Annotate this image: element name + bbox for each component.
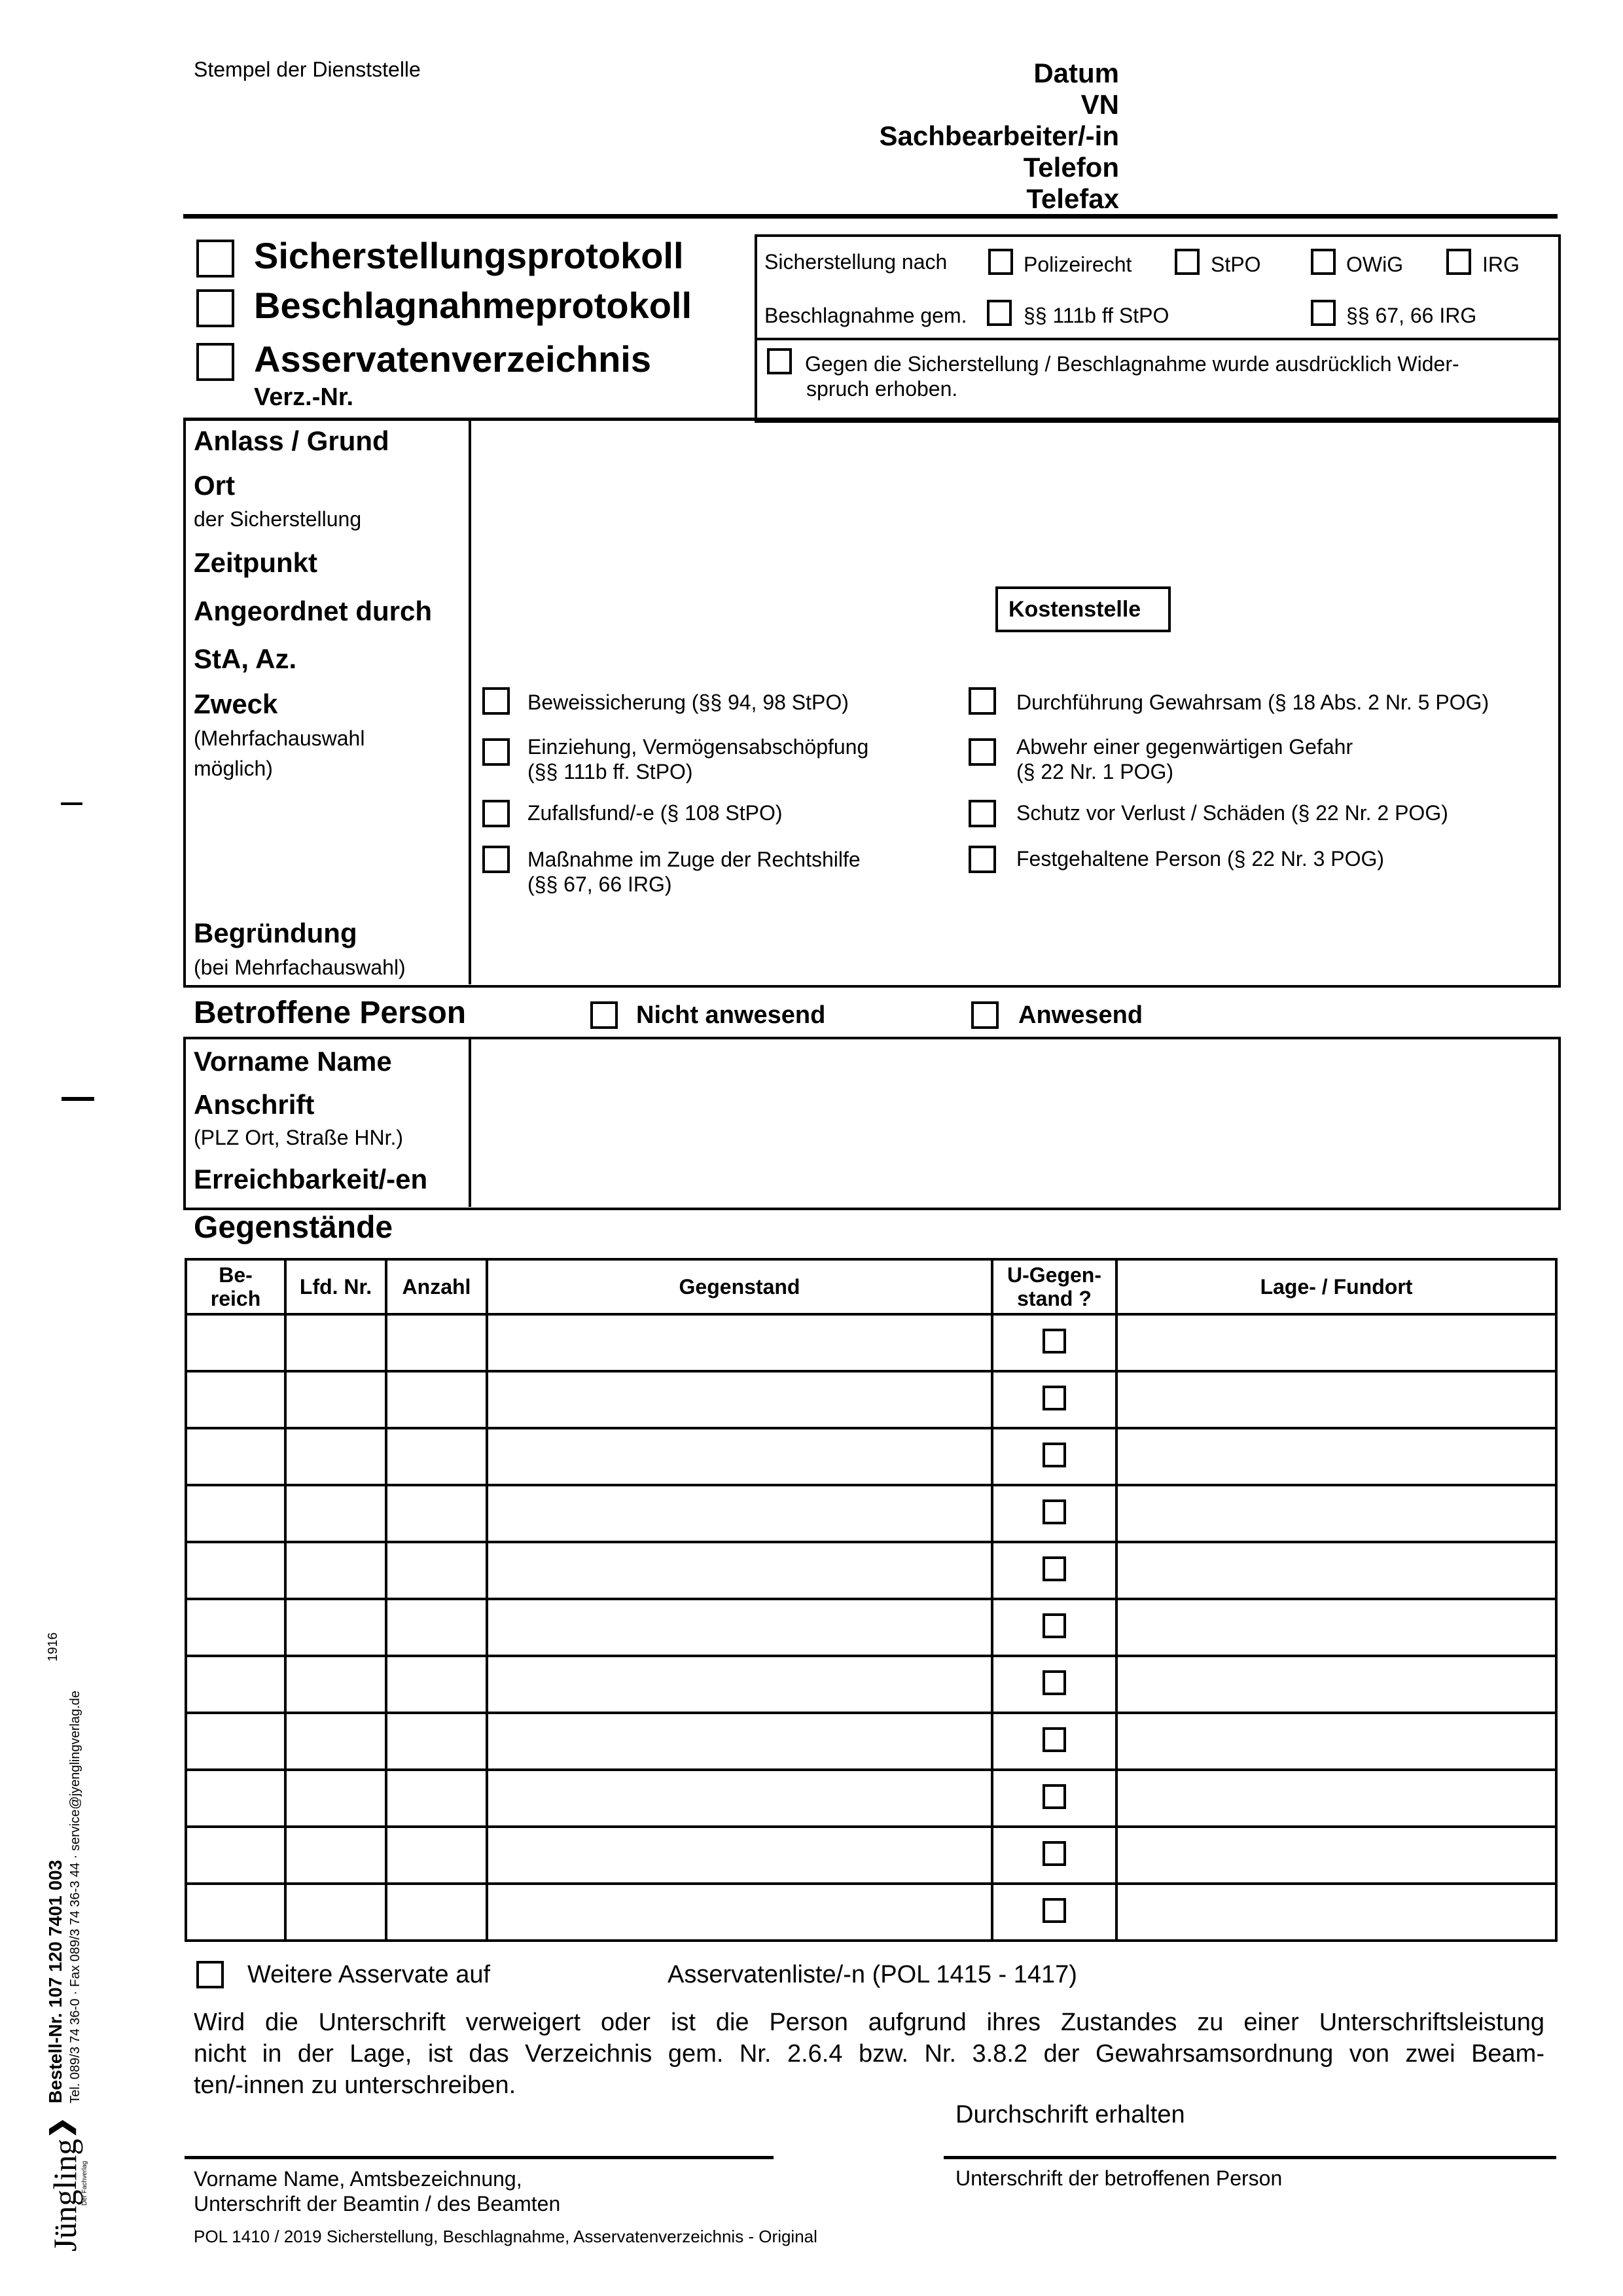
form-id-footer: POL 1410 / 2019 Sicherstellung, Beschlagnahme, Asservatenverzeichnis - Original <box>194 2227 817 2246</box>
checkbox-widerspruch[interactable] <box>767 348 792 374</box>
punch-mark <box>62 1097 94 1101</box>
items-table <box>185 1258 1558 1942</box>
sicherstellung-nach-label: Sicherstellung nach <box>764 250 948 274</box>
label-zweck-sub1: (Mehrfachauswahl <box>194 726 365 750</box>
cell-lfd[interactable] <box>285 1371 386 1428</box>
cell-u-gegenstand[interactable] <box>992 1827 1116 1884</box>
cell-lfd[interactable] <box>285 1656 386 1713</box>
cell-u-gegenstand[interactable] <box>992 1599 1116 1656</box>
person-signature-line[interactable] <box>944 2156 1556 2159</box>
option-owig: OWiG <box>1346 253 1404 276</box>
label-anschrift: Anschrift <box>194 1089 315 1120</box>
publisher-order-no: Bestell-Nr. 107 120 7401 003 <box>45 1859 65 2104</box>
cell-bereich[interactable] <box>186 1827 285 1884</box>
cell-lfd[interactable] <box>285 1314 386 1371</box>
option-irg: IRG <box>1482 253 1520 276</box>
verz-nr-label: Verz.-Nr. <box>254 384 354 411</box>
zweck-einziehung <box>527 734 868 784</box>
zweck-einziehung-line2: (§§ 111b ff. StPO) <box>527 760 693 783</box>
cell-gegenstand[interactable] <box>487 1770 992 1827</box>
label-anschrift-sub: (PLZ Ort, Straße HNr.) <box>194 1126 404 1149</box>
form-type-beschlagnahmeprotokoll: Beschlagnahmeprotokoll <box>254 285 692 326</box>
checkbox-u-gegenstand[interactable] <box>1043 1613 1066 1638</box>
publisher-code: 1916 <box>46 1632 60 1662</box>
cell-lage[interactable] <box>1116 1599 1556 1656</box>
person-column-divider <box>469 1038 471 1207</box>
label-begruendung-sub: (bei Mehrfachauswahl) <box>194 956 406 979</box>
label-durchschrift: Durchschrift erhalten <box>955 2101 1185 2128</box>
item-row <box>186 1542 1556 1599</box>
cell-lfd[interactable] <box>285 1542 386 1599</box>
checkbox-schutz-verlust[interactable] <box>969 800 996 827</box>
label-zeitpunkt: Zeitpunkt <box>194 547 317 578</box>
checkbox-einziehung[interactable] <box>482 738 510 766</box>
zweck-gefahrenabwehr-line2: (§ 22 Nr. 1 POG) <box>1016 760 1174 783</box>
checkbox-nicht-anwesend[interactable] <box>590 1001 618 1029</box>
checkbox-u-gegenstand[interactable] <box>1043 1443 1066 1467</box>
checkbox-u-gegenstand[interactable] <box>1043 1556 1066 1581</box>
checkbox-polizeirecht[interactable] <box>988 249 1013 275</box>
checkbox-beweissicherung[interactable] <box>482 687 510 715</box>
cell-u-gegenstand[interactable] <box>992 1314 1116 1371</box>
checkbox-festgehaltene-person[interactable] <box>969 846 996 873</box>
cell-bereich[interactable] <box>186 1713 285 1770</box>
cell-u-gegenstand[interactable] <box>992 1656 1116 1713</box>
cell-bereich[interactable] <box>186 1485 285 1542</box>
cell-u-gegenstand[interactable] <box>992 1884 1116 1941</box>
cell-bereich[interactable] <box>186 1656 285 1713</box>
cell-anzahl[interactable] <box>386 1713 487 1770</box>
item-row <box>186 1428 1556 1485</box>
cell-anzahl[interactable] <box>386 1656 487 1713</box>
checkbox-gewahrsam[interactable] <box>969 687 996 715</box>
cell-gegenstand[interactable] <box>487 1656 992 1713</box>
item-row <box>186 1713 1556 1770</box>
col-u-l1: U-Gegen- <box>1007 1263 1101 1287</box>
cell-u-gegenstand[interactable] <box>992 1428 1116 1485</box>
col-u-l2: stand ? <box>1017 1287 1092 1310</box>
cell-anzahl[interactable] <box>386 1542 487 1599</box>
cell-anzahl[interactable] <box>386 1428 487 1485</box>
cell-bereich[interactable] <box>186 1884 285 1941</box>
checkbox-beschlagnahmeprotokoll[interactable] <box>196 289 234 327</box>
cell-u-gegenstand[interactable] <box>992 1770 1116 1827</box>
cell-lage[interactable] <box>1116 1428 1556 1485</box>
zweck-rechtshilfe <box>527 847 861 897</box>
cell-anzahl[interactable] <box>386 1371 487 1428</box>
label-weitere-asservate: Weitere Asservate auf <box>247 1961 491 1988</box>
signature-notice <box>194 2007 1544 2101</box>
cell-u-gegenstand[interactable] <box>992 1485 1116 1542</box>
items-body <box>186 1314 1556 1941</box>
cell-lfd[interactable] <box>285 1884 386 1941</box>
cell-lage[interactable] <box>1116 1770 1556 1827</box>
cell-gegenstand[interactable] <box>487 1485 992 1542</box>
col-lage-fundort: Lage- / Fundort <box>1116 1259 1556 1314</box>
cell-gegenstand[interactable] <box>487 1599 992 1656</box>
item-row <box>186 1485 1556 1542</box>
cell-lfd[interactable] <box>285 1599 386 1656</box>
cell-gegenstand[interactable] <box>487 1713 992 1770</box>
label-vorname-name: Vorname Name <box>194 1046 392 1077</box>
cell-anzahl[interactable] <box>386 1485 487 1542</box>
checkbox-stpo[interactable] <box>1175 249 1200 275</box>
cell-bereich[interactable] <box>186 1542 285 1599</box>
cell-lfd[interactable] <box>285 1770 386 1827</box>
header-label-sachbearbeiter: Sachbearbeiter/-in <box>879 120 1119 151</box>
person-signature-caption: Unterschrift der betroffenen Person <box>955 2166 1283 2190</box>
cell-lage[interactable] <box>1116 1314 1556 1371</box>
item-row <box>186 1314 1556 1371</box>
notice-line2: nicht in der Lage, ist das Verzeichnis gem. Nr. 2.6.4 bzw. Nr. 3.8.2 der Gewahrsamsordnung von zwei Beam- <box>194 2040 1544 2068</box>
checkbox-u-gegenstand[interactable] <box>1043 1329 1066 1354</box>
label-erreichbarkeit: Erreichbarkeit/-en <box>194 1164 428 1194</box>
checkbox-u-gegenstand[interactable] <box>1043 1898 1066 1923</box>
cell-lfd[interactable] <box>285 1827 386 1884</box>
label-nicht-anwesend: Nicht anwesend <box>636 1001 826 1029</box>
person-heading: Betroffene Person <box>194 996 467 1030</box>
checkbox-anwesend[interactable] <box>971 1001 999 1029</box>
label-sta-az: StA, Az. <box>194 643 297 674</box>
checkbox-gefahrenabwehr[interactable] <box>969 738 996 766</box>
details-column-divider <box>469 419 471 984</box>
label-zweck-sub2: möglich) <box>194 757 273 780</box>
officer-caption-l2: Unterschrift der Beamtin / des Beamten <box>194 2192 561 2215</box>
details-top-rule <box>183 418 1558 421</box>
cell-u-gegenstand[interactable] <box>992 1542 1116 1599</box>
item-row <box>186 1599 1556 1656</box>
publisher-logo: Jüngling <box>46 2138 83 2251</box>
label-anlass: Anlass / Grund <box>194 425 389 456</box>
col-lfd-nr: Lfd. Nr. <box>285 1259 386 1314</box>
cell-lage[interactable] <box>1116 1713 1556 1770</box>
header-label-telefax: Telefax <box>1026 183 1119 214</box>
option-stpo: StPO <box>1211 253 1261 276</box>
cell-gegenstand[interactable] <box>487 1827 992 1884</box>
checkbox-67-66-irg[interactable] <box>1311 300 1336 326</box>
cell-anzahl[interactable] <box>386 1770 487 1827</box>
option-67-66-irg: §§ 67, 66 IRG <box>1346 304 1477 327</box>
beschlagnahme-gem-label: Beschlagnahme gem. <box>764 304 967 327</box>
item-row <box>186 1770 1556 1827</box>
option-111b-stpo: §§ 111b ff StPO <box>1024 304 1169 327</box>
col-bereich-l1: Be- <box>219 1263 253 1287</box>
items-header-row <box>186 1259 1556 1314</box>
header-info-block <box>785 58 1119 215</box>
cell-gegenstand[interactable] <box>487 1371 992 1428</box>
label-ort: Ort <box>194 470 235 501</box>
header-label-vn: VN <box>1080 89 1119 120</box>
cell-bereich[interactable] <box>186 1428 285 1485</box>
cell-anzahl[interactable] <box>386 1599 487 1656</box>
header-label-datum: Datum <box>1033 58 1119 88</box>
checkbox-u-gegenstand[interactable] <box>1043 1386 1066 1410</box>
cell-gegenstand[interactable] <box>487 1884 992 1941</box>
checkbox-u-gegenstand[interactable] <box>1043 1727 1066 1752</box>
checkbox-u-gegenstand[interactable] <box>1043 1784 1066 1809</box>
form-type-asservatenverzeichnis: Asservatenverzeichnis <box>254 338 652 380</box>
widerspruch-text-line2: spruch erhoben. <box>806 377 958 401</box>
header-label-telefon: Telefon <box>1023 152 1119 183</box>
label-zweck: Zweck <box>194 689 278 719</box>
publisher-sidebar <box>45 1632 88 2251</box>
checkbox-u-gegenstand[interactable] <box>1043 1841 1066 1866</box>
zweck-gewahrsam: Durchführung Gewahrsam (§ 18 Abs. 2 Nr. 5 POG) <box>1016 691 1489 714</box>
cell-lage[interactable] <box>1116 1827 1556 1884</box>
cell-bereich[interactable] <box>186 1371 285 1428</box>
cell-lfd[interactable] <box>285 1428 386 1485</box>
cell-lage[interactable] <box>1116 1884 1556 1941</box>
item-row <box>186 1656 1556 1713</box>
checkbox-irg[interactable] <box>1446 249 1471 275</box>
person-input-area[interactable] <box>474 1041 1554 1204</box>
label-begruendung: Begründung <box>194 918 357 948</box>
widerspruch-text-line1: Gegen die Sicherstellung / Beschlagnahme wurde ausdrücklich Wider- <box>805 352 1459 376</box>
zweck-gefahrenabwehr <box>1016 734 1353 784</box>
checkbox-zufallsfund[interactable] <box>482 800 510 827</box>
cell-gegenstand[interactable] <box>487 1542 992 1599</box>
cell-lage[interactable] <box>1116 1485 1556 1542</box>
checkbox-u-gegenstand[interactable] <box>1043 1499 1066 1524</box>
cell-gegenstand[interactable] <box>487 1314 992 1371</box>
cell-lage[interactable] <box>1116 1542 1556 1599</box>
officer-signature-caption <box>194 2166 560 2216</box>
col-bereich-l2: reich <box>210 1287 261 1310</box>
item-row <box>186 1884 1556 1941</box>
officer-signature-line[interactable] <box>185 2156 774 2159</box>
label-angeordnet: Angeordnet durch <box>194 596 432 626</box>
option-polizeirecht: Polizeirecht <box>1024 253 1132 276</box>
col-bereich <box>186 1259 285 1314</box>
checkbox-sicherstellungsprotokoll[interactable] <box>196 240 234 278</box>
zweck-zufallsfund: Zufallsfund/-e (§ 108 StPO) <box>527 801 783 825</box>
zweck-gefahrenabwehr-line1: Abwehr einer gegenwärtigen Gefahr <box>1016 735 1353 759</box>
cell-bereich[interactable] <box>186 1770 285 1827</box>
item-row <box>186 1371 1556 1428</box>
checkbox-111b-stpo[interactable] <box>987 300 1012 326</box>
cell-gegenstand[interactable] <box>487 1428 992 1485</box>
officer-caption-l1: Vorname Name, Amtsbezeichnung, <box>194 2167 522 2191</box>
zweck-einziehung-line1: Einziehung, Vermögensabschöpfung <box>527 735 869 759</box>
cell-anzahl[interactable] <box>386 1314 487 1371</box>
checkbox-weitere-asservate[interactable] <box>196 1961 224 1988</box>
cell-bereich[interactable] <box>186 1314 285 1371</box>
zweck-rechtshilfe-line1: Maßnahme im Zuge der Rechtshilfe <box>527 848 861 871</box>
zweck-schutz-verlust: Schutz vor Verlust / Schäden (§ 22 Nr. 2 POG) <box>1016 801 1448 825</box>
cell-lage[interactable] <box>1116 1656 1556 1713</box>
checkbox-owig[interactable] <box>1311 249 1336 275</box>
item-row <box>186 1827 1556 1884</box>
label-anwesend: Anwesend <box>1018 1001 1143 1029</box>
label-ort-sub: der Sicherstellung <box>194 507 362 531</box>
cell-u-gegenstand[interactable] <box>992 1371 1116 1428</box>
checkbox-u-gegenstand[interactable] <box>1043 1670 1066 1695</box>
zweck-beweissicherung: Beweissicherung (§§ 94, 98 StPO) <box>527 691 849 714</box>
publisher-contact: Tel. 089/3 74 36-0 · Fax 089/3 74 36-3 44 · service@jyenglingverlag.de <box>68 1691 82 2104</box>
cell-bereich[interactable] <box>186 1599 285 1656</box>
zweck-rechtshilfe-line2: (§§ 67, 66 IRG) <box>527 872 672 896</box>
col-anzahl: Anzahl <box>386 1259 487 1314</box>
cell-lfd[interactable] <box>285 1713 386 1770</box>
cell-lage[interactable] <box>1116 1371 1556 1428</box>
header-divider <box>183 214 1558 219</box>
publisher-tagline: Der Fachverlag <box>81 2161 88 2206</box>
kostenstelle-label: Kostenstelle <box>1008 597 1141 622</box>
legal-basis-divider <box>755 338 1558 340</box>
label-asservatenliste-ref: Asservatenliste/-n (POL 1415 - 1417) <box>668 1961 1077 1988</box>
checkbox-rechtshilfe[interactable] <box>482 846 510 873</box>
cell-u-gegenstand[interactable] <box>992 1713 1116 1770</box>
zweck-festgehaltene-person: Festgehaltene Person (§ 22 Nr. 3 POG) <box>1016 847 1385 870</box>
checkbox-asservatenverzeichnis[interactable] <box>196 343 234 381</box>
kostenstelle-field[interactable] <box>995 586 1171 632</box>
cell-lfd[interactable] <box>285 1485 386 1542</box>
col-gegenstand: Gegenstand <box>487 1259 992 1314</box>
notice-line1: Wird die Unterschrift verweigert oder ist die Person aufgrund ihres Zustandes zu einer Unterschriftsleistung <box>194 2009 1544 2036</box>
notice-line3: ten/-innen zu unterschreiben. <box>194 2072 516 2099</box>
publisher-logo-mark-icon: ❯ <box>46 2117 75 2139</box>
items-heading: Gegenstände <box>194 1210 393 1245</box>
fold-mark <box>61 802 82 805</box>
cell-anzahl[interactable] <box>386 1884 487 1941</box>
col-u-gegenstand <box>992 1259 1116 1314</box>
cell-anzahl[interactable] <box>386 1827 487 1884</box>
form-type-sicherstellungsprotokoll: Sicherstellungsprotokoll <box>254 235 684 276</box>
stamp-label: Stempel der Dienststelle <box>194 58 421 81</box>
